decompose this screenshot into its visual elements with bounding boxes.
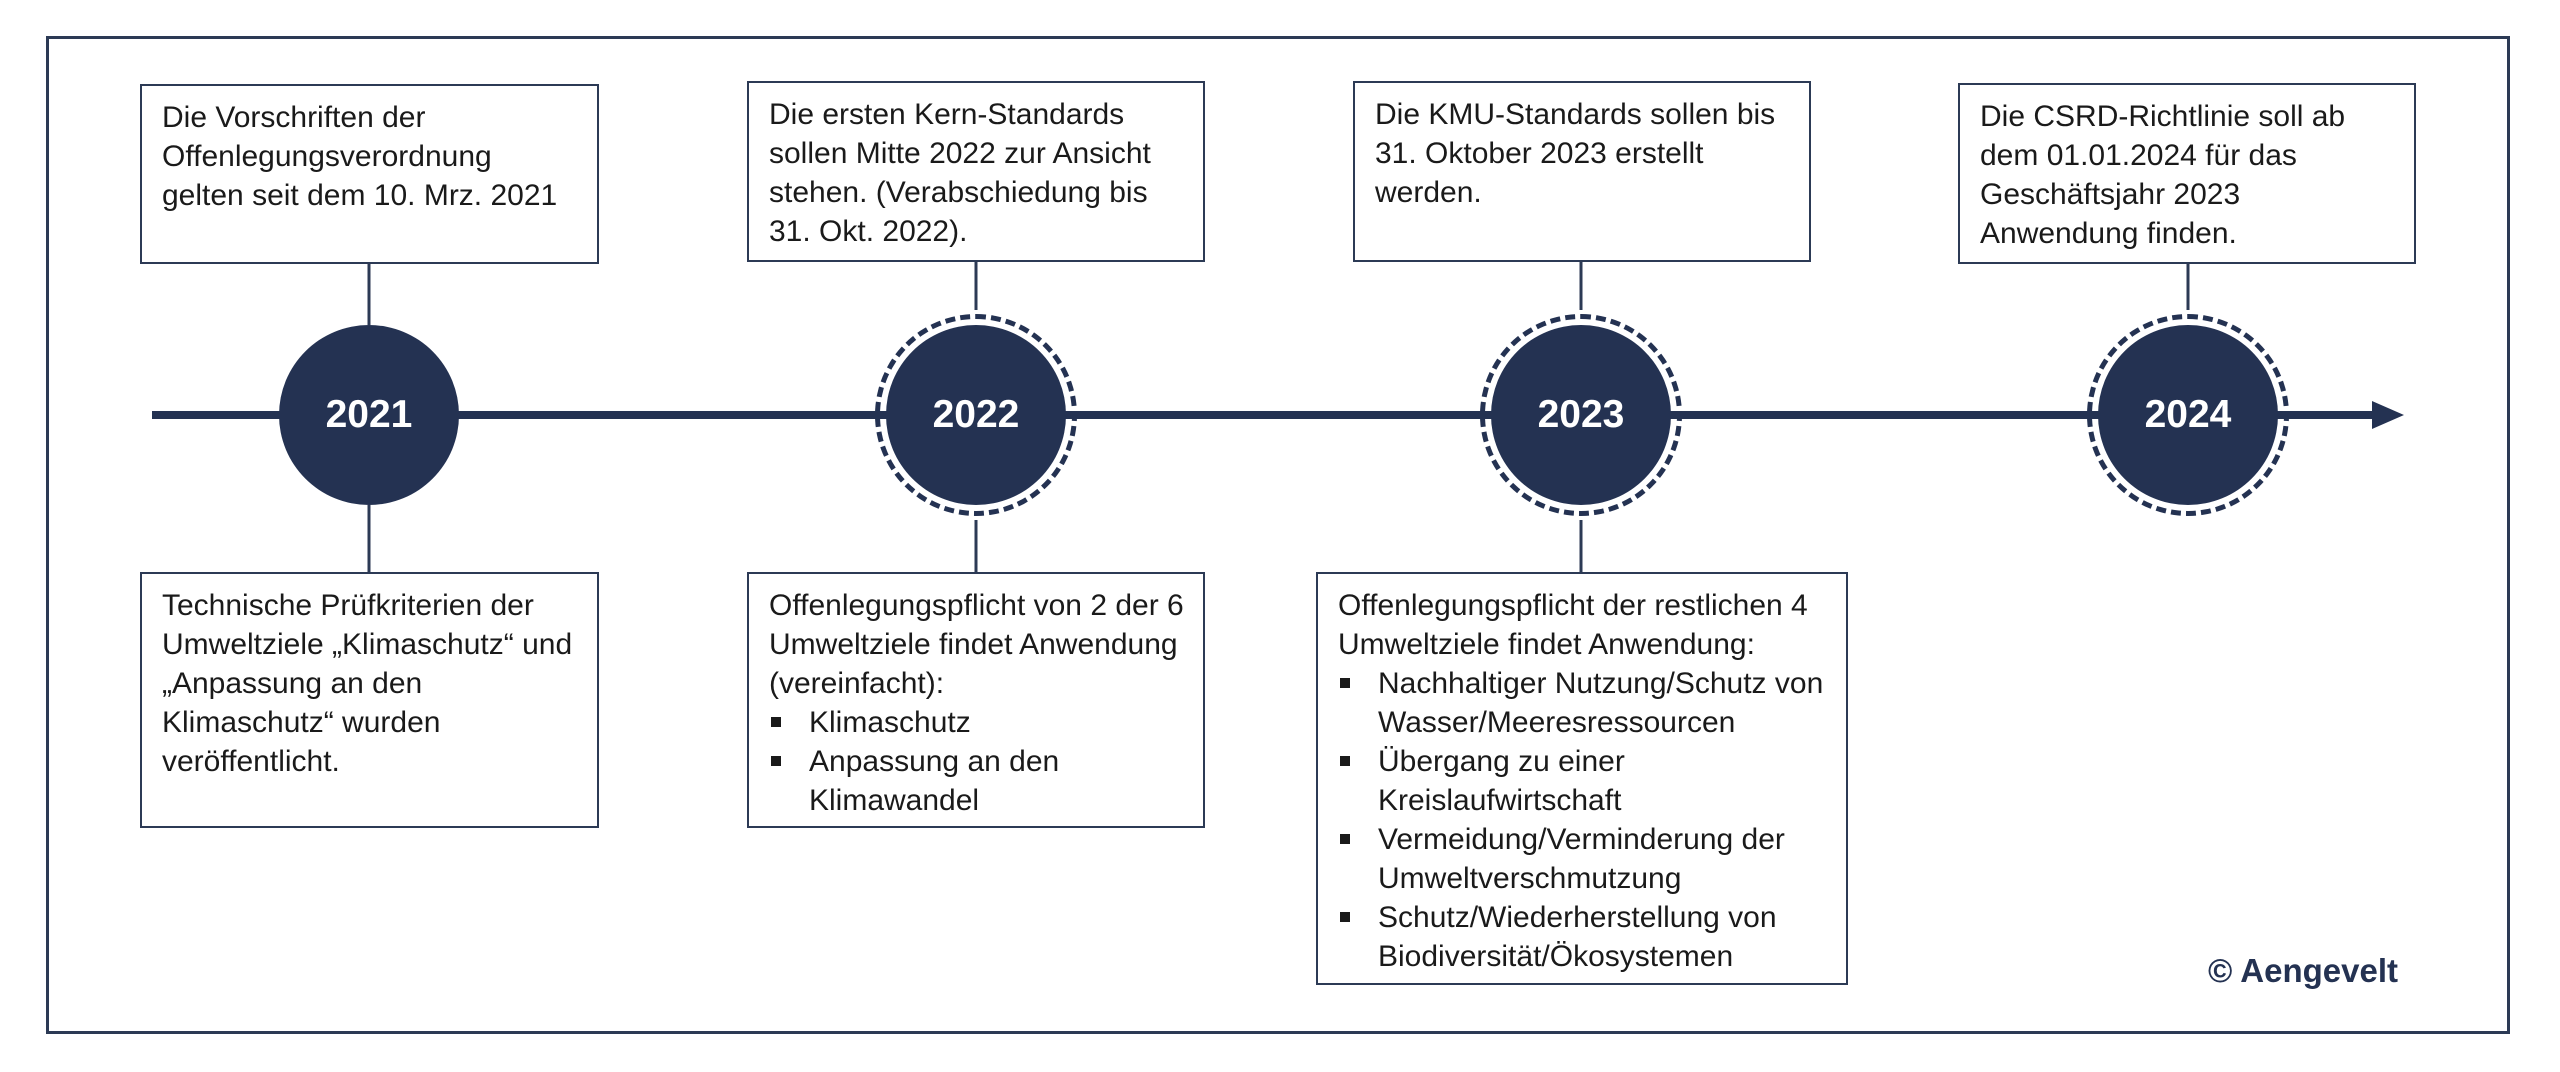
year-circle-2021: 2021 bbox=[279, 325, 459, 505]
year-circle-2022: 2022 bbox=[886, 325, 1066, 505]
note-text: Die Vorschriften der Offenlegungsverordnung gelten seit dem 10. Mrz. 2021 bbox=[162, 101, 558, 212]
note-text: Offenlegungspflicht der restlichen 4 Umweltziele findet Anwendung: bbox=[1338, 589, 1808, 661]
bullet-item: Übergang zu einer Kreislaufwirtschaft bbox=[1338, 742, 1828, 820]
note-box-2024-top bbox=[1958, 83, 2416, 264]
note-text: Die CSRD-Richtlinie soll ab dem 01.01.2024 für das Geschäftsjahr 2023 Anwendung finden. bbox=[1980, 100, 2346, 250]
note-text: Offenlegungspflicht von 2 der 6 Umweltziele findet Anwendung (vereinfacht): bbox=[769, 589, 1184, 700]
note-box-2021-bottom bbox=[140, 572, 599, 828]
timeline-arrowhead bbox=[2372, 401, 2404, 429]
note-box-2023-bottom bbox=[1316, 572, 1848, 985]
bullet-item: Klimaschutz bbox=[769, 703, 1185, 742]
note-text: Die KMU-Standards sollen bis 31. Oktober 2023 erstellt werden. bbox=[1375, 98, 1776, 209]
bullet-item: Schutz/Wiederherstellung von Biodiversität/Ökosystemen bbox=[1338, 898, 1828, 976]
note-box-2023-top bbox=[1353, 81, 1811, 262]
note-text: Technische Prüfkriterien der Umweltziele „Klimaschutz“ und „Anpassung an den Klimaschutz“ wurden veröffentlicht. bbox=[162, 589, 573, 778]
bullet-list bbox=[1338, 664, 1828, 976]
bullet-list bbox=[769, 703, 1185, 820]
note-box-2022-top bbox=[747, 81, 1205, 262]
bullet-item: Nachhaltiger Nutzung/Schutz von Wasser/Meeresressourcen bbox=[1338, 664, 1828, 742]
copyright-label: © Aengevelt bbox=[2208, 952, 2398, 989]
note-box-2021-top bbox=[140, 84, 599, 264]
note-box-2022-bottom bbox=[747, 572, 1205, 828]
year-circle-2024: 2024 bbox=[2098, 325, 2278, 505]
bullet-item: Anpassung an den Klimawandel bbox=[769, 742, 1185, 820]
year-circle-2023: 2023 bbox=[1491, 325, 1671, 505]
bullet-item: Vermeidung/Verminderung der Umweltverschmutzung bbox=[1338, 820, 1828, 898]
note-text: Die ersten Kern-Standards sollen Mitte 2022 zur Ansicht stehen. (Verabschiedung bis 31. Okt. 2022). bbox=[769, 98, 1151, 248]
